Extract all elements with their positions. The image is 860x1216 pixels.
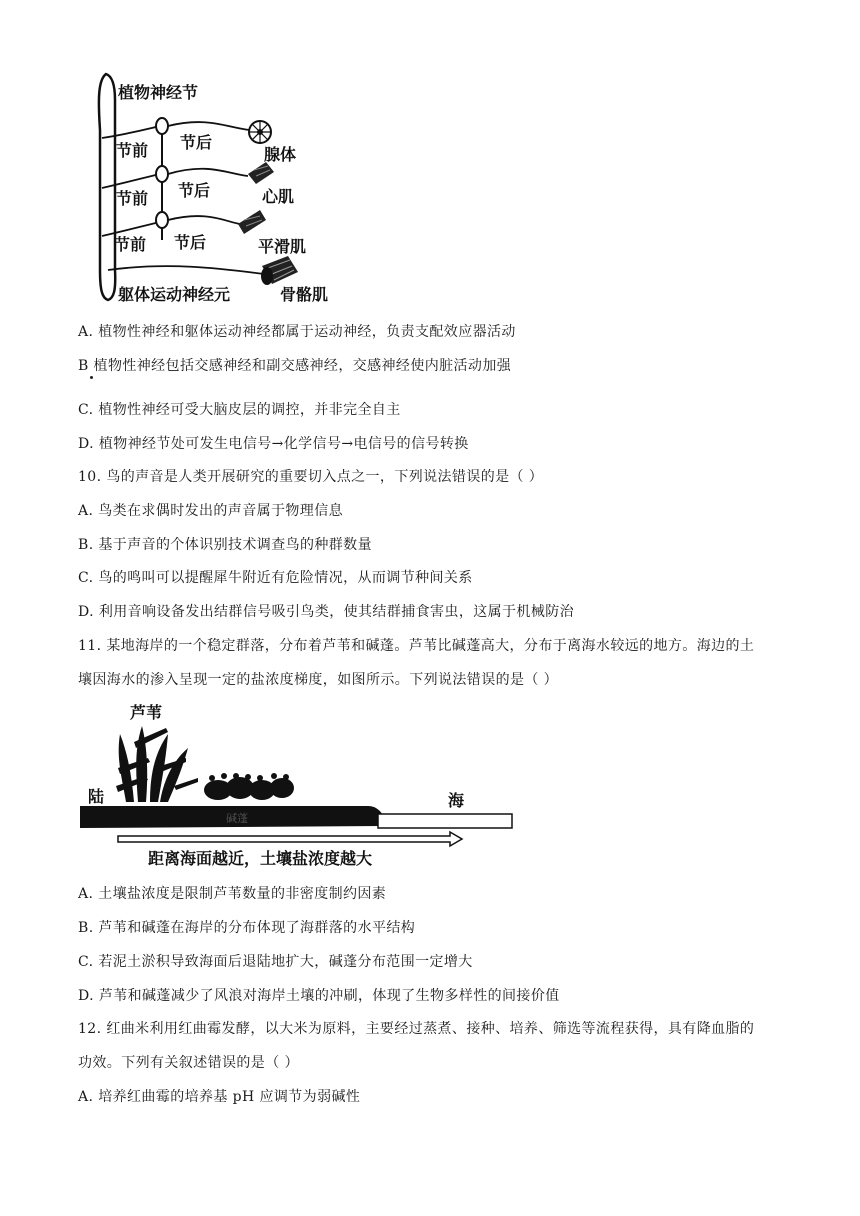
q10-option-b: B. 基于声音的个体识别技术调查鸟的种群数量 <box>78 537 372 553</box>
q10-option-c: C. 鸟的鸣叫可以提醒犀牛附近有危险情况，从而调节种间关系 <box>78 570 473 586</box>
label-post-1: 节后 <box>180 133 213 152</box>
ganglion-1 <box>156 118 168 134</box>
stray-dot <box>90 376 93 379</box>
coast-figure <box>78 698 518 870</box>
q9-option-b: B 植物性神经包括交感神经和副交感神经，交感神经使内脏活动加强 <box>78 358 512 374</box>
label-post-2: 节后 <box>178 181 211 200</box>
q11-stem-line-2: 壤因海水的渗入呈现一定的盐浓度梯度，如图所示。下列说法错误的是（ ） <box>78 672 559 688</box>
skeletal-muscle-icon <box>261 256 298 285</box>
q12-stem-line-2: 功效。下列有关叙述错误的是（ ） <box>78 1055 299 1071</box>
smooth-muscle-icon <box>238 210 266 234</box>
q11-option-d: D. 芦苇和碱蓬减少了风浪对海岸土壤的冲刷，体现了生物多样性的间接价值 <box>78 988 560 1004</box>
cardiac-muscle-icon <box>248 162 274 184</box>
label-land: 陆 <box>88 787 105 806</box>
gland-icon <box>249 121 271 143</box>
label-somatic: 躯体运动神经元 <box>118 285 231 304</box>
arrow-caption: 距离海面越近，土壤盐浓度越大 <box>148 849 373 868</box>
q9-option-d: D. 植物神经节处可发生电信号→化学信号→电信号的信号转换 <box>78 436 469 452</box>
label-post-3: 节后 <box>174 233 207 252</box>
q10-option-d: D. 利用音响设备发出结群信号吸引鸟类，使其结群捕食害虫，这属于机械防治 <box>78 604 575 620</box>
q11-option-b: B. 芦苇和碱蓬在海岸的分布体现了海群落的水平结构 <box>78 920 416 936</box>
label-ganglion: 植物神经节 <box>118 83 199 102</box>
q12-option-a: A. 培养红曲霉的培养基 pH 应调节为弱碱性 <box>78 1089 361 1105</box>
sea-area <box>378 814 512 828</box>
q11-option-a: A. 土壤盐浓度是限制芦苇数量的非密度制约因素 <box>78 886 387 902</box>
label-cardiac: 心肌 <box>262 187 295 206</box>
ganglion-2 <box>156 166 168 182</box>
q10-option-a: A. 鸟类在求偶时发出的声音属于物理信息 <box>78 503 344 519</box>
q11-option-c: C. 若泥土淤积导致海面后退陆地扩大，碱蓬分布范围一定增大 <box>78 954 473 970</box>
gradient-arrow <box>118 832 462 846</box>
label-pre-1: 节前 <box>116 141 149 160</box>
label-reed: 芦苇 <box>130 703 163 722</box>
label-pre-3: 节前 <box>114 235 147 254</box>
label-gland: 腺体 <box>264 145 297 164</box>
reed-plants <box>116 726 198 802</box>
label-smooth: 平滑肌 <box>258 237 307 256</box>
label-sea: 海 <box>448 791 465 810</box>
label-pre-2: 节前 <box>116 189 149 208</box>
q9-option-c: C. 植物性神经可受大脑皮层的调控，并非完全自主 <box>78 402 401 418</box>
seepweed-plants <box>204 773 294 800</box>
q10-stem: 10. 鸟的声音是人类开展研究的重要切入点之一，下列说法错误的是（ ） <box>78 469 544 485</box>
label-skeletal: 骨骼肌 <box>280 285 329 304</box>
label-seepweed: 碱蓬 <box>226 812 248 825</box>
q9-option-a: A. 植物性神经和躯体运动神经都属于运动神经，负责支配效应器活动 <box>78 324 516 340</box>
nervous-system-figure <box>88 70 358 306</box>
q12-stem-line-1: 12. 红曲米利用红曲霉发酵，以大米为原料，主要经过蒸煮、接种、培养、筛选等流程获得，具有降血脂的 <box>78 1021 755 1037</box>
ganglion-3 <box>156 212 168 228</box>
q11-stem-line-1: 11. 某地海岸的一个稳定群落，分布着芦苇和碱蓬。芦苇比碱蓬高大，分布于离海水较远的地方。海边的土 <box>78 638 755 654</box>
